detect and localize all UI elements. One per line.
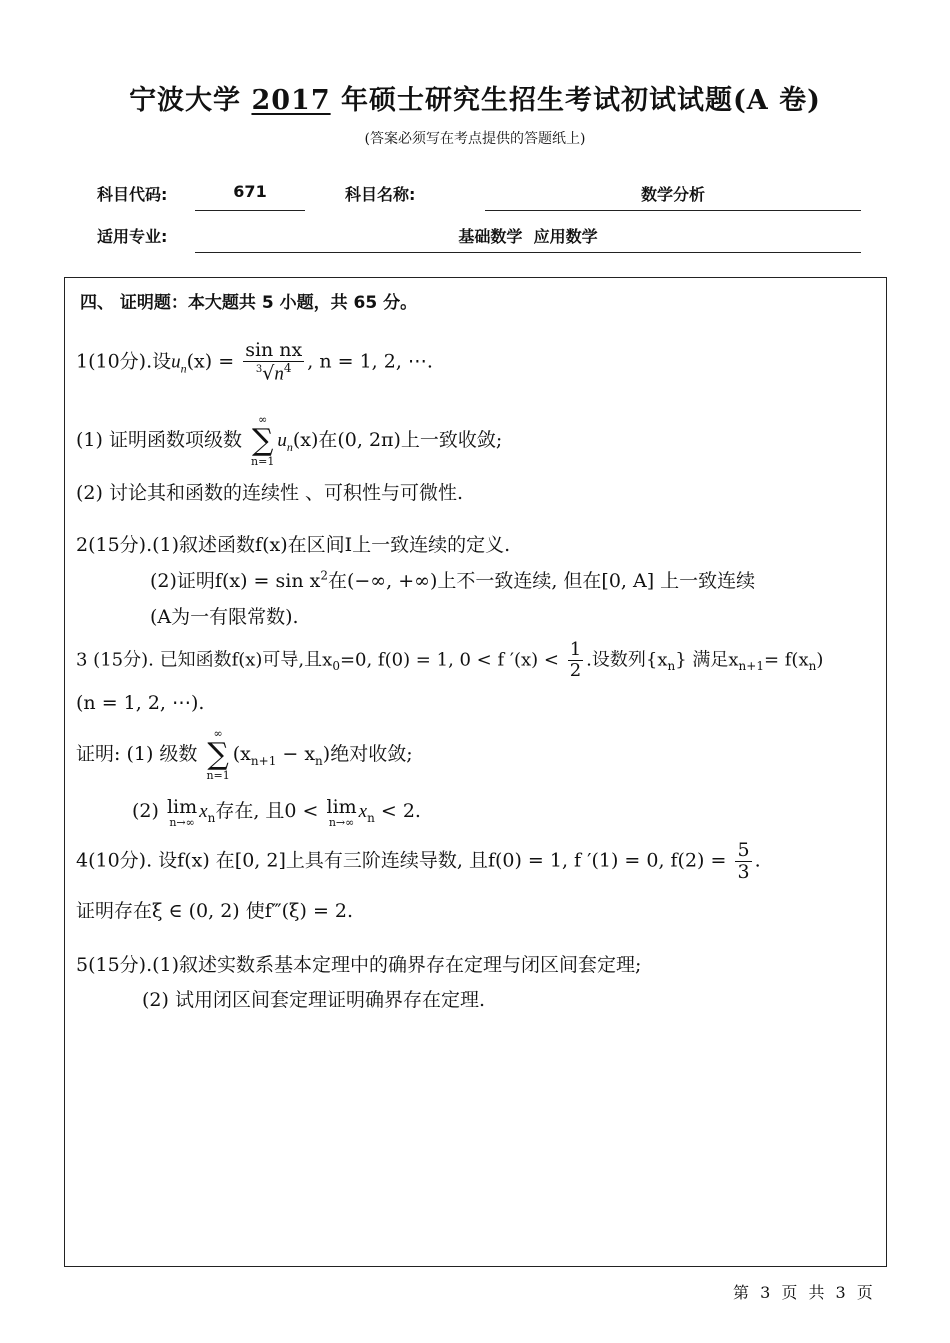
limit-symbol: lim n→∞ [166, 795, 198, 829]
subject-name-value: 数学分析 [640, 185, 705, 204]
q3-part2: (2) lim n→∞ $x_n$存在, 且0 < lim n→∞ $x_n < 2$. [132, 795, 421, 829]
sum-symbol: ∞ ∑ n=1 [251, 413, 275, 468]
q1-part2: (2) 讨论其和函数的连续性 、可积性与可微性. [76, 482, 464, 504]
sum-symbol: ∞ ∑ n=1 [206, 727, 230, 782]
q1-fraction: $\frac{\text{sin nx}}{^3√n^4}$ [245, 339, 303, 385]
exam-instruction: (答案必须写在考点提供的答题纸上) [364, 131, 586, 147]
major-rule [195, 252, 861, 253]
subject-name-rule [485, 210, 861, 211]
q3-part1: 证明: (1) 级数 ∞ ∑ n=1 $(x_{n+1} - x_n)$绝对收敛; [76, 727, 413, 782]
q2-part2: (2)证明$f(x) = \sin x^2$在(−∞, +∞)上不一致连续, 但在[0, A] 上一致连续 [150, 568, 756, 592]
section-heading: 四、 证明题：本大题共 5 小题，共 65 分。 [80, 293, 418, 313]
q5-part1: 5(15分).(1)叙述实数系基本定理中的确界存在定理与闭区间套定理; [76, 954, 642, 976]
q4-fraction: $\frac{5}{3}$ [737, 839, 750, 883]
major-label: 适用专业: [97, 227, 168, 246]
limit-symbol: lim n→∞ [326, 795, 357, 829]
q3-fraction: $\frac{1}{2}$ [569, 639, 582, 681]
page-number: 第 3 页 共 3 页 [733, 1283, 876, 1302]
q4-claim: 证明存在ξ ∈ (0, 2) 使f‴(ξ) = 2. [76, 900, 354, 922]
q1-statement: 1(10分).设$u_n(x)$ = $\frac{\text{sin nx}}{^3√n^4}$ , n = 1, 2, ⋯. [76, 339, 433, 385]
subject-code-value: 671 [233, 182, 267, 201]
exam-title: 宁波大学 2017 年硕士研究生招生考试初试试题(A 卷) [129, 85, 821, 116]
q2-part1: 2(15分).(1)叙述函数f(x)在区间I上一致连续的定义. [76, 534, 511, 556]
q5-part2: (2) 试用闭区间套定理证明确界存在定理. [142, 989, 485, 1011]
subject-code-rule [195, 210, 305, 211]
q1-part1: (1) 证明函数项级数 ∞ ∑ n=1 $u_n(x)$在(0, 2π)上一致收敛; [76, 413, 503, 468]
subject-code-label: 科目代码: [97, 185, 168, 204]
exam-year: 2017 [251, 85, 331, 116]
major-value: 基础数学 应用数学 [458, 227, 598, 246]
q2-note: (A为一有限常数). [150, 606, 299, 628]
subject-name-label: 科目名称: [345, 185, 416, 204]
q4-statement: 4(10分). 设f(x) 在[0, 2]上具有三阶连续导数, 且f(0) = 1, f ′(1) = 0, f(2) = $\frac{5}{3}$ . [76, 839, 761, 883]
q3-index: (n = 1, 2, ⋯). [76, 692, 205, 714]
q3-statement: 3 (15分). 已知函数f(x)可导,且$x_0=0$, f(0) = 1, 0 < f ′(x) < $\frac{1}{2}$ .设数列$\{x_n\}$ 满足$x_{n+1}= f(x_n)$ [76, 639, 824, 681]
